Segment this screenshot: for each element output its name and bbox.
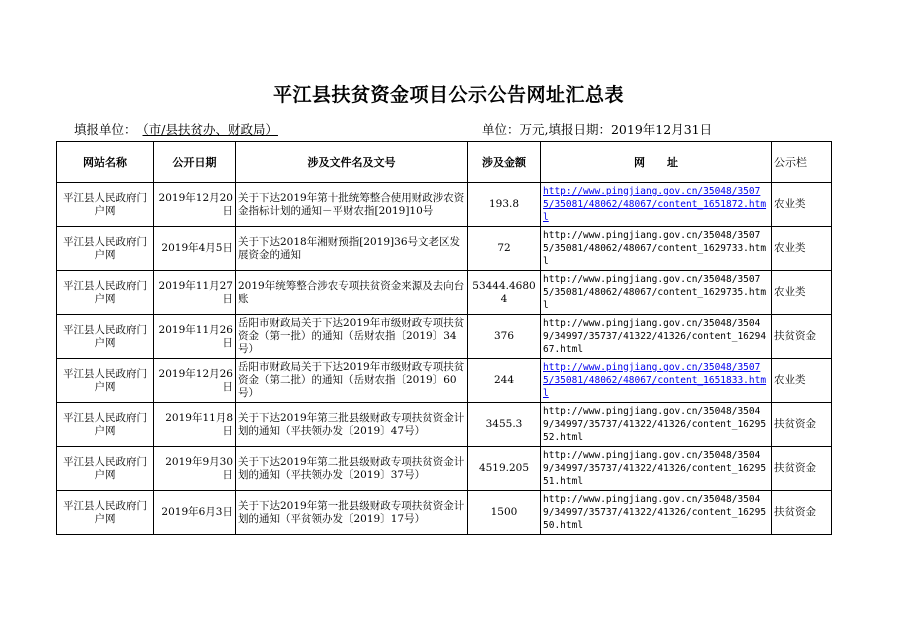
table-row	[57, 227, 832, 271]
cell-category: 农业类	[772, 183, 832, 227]
table-row	[57, 183, 832, 227]
cell-doc: 岳阳市财政局关于下达2019年市级财政专项扶贫资金（第二批）的通知（岳财农指〔2019〕60号）	[236, 359, 468, 403]
cell-category: 农业类	[772, 271, 832, 315]
cell-date: 2019年12月26日	[154, 359, 236, 403]
cell-date: 2019年12月20日	[154, 183, 236, 227]
cell-site: 平江县人民政府门户网	[57, 359, 154, 403]
cell-amount: 244	[468, 359, 541, 403]
cell-url: http://www.pingjiang.gov.cn/35048/35075/35081/48062/48067/content_1629735.html	[541, 271, 772, 315]
cell-date: 2019年4月5日	[154, 227, 236, 271]
cell-site: 平江县人民政府门户网	[57, 491, 154, 535]
cell-site: 平江县人民政府门户网	[57, 227, 154, 271]
header-amount: 涉及金额	[468, 142, 541, 183]
cell-category: 扶贫资金	[772, 315, 832, 359]
cell-category: 扶贫资金	[772, 403, 832, 447]
header-date: 公开日期	[154, 142, 236, 183]
cell-category: 农业类	[772, 227, 832, 271]
cell-category: 扶贫资金	[772, 447, 832, 491]
cell-doc: 关于下达2019年第三批县级财政专项扶贫资金计划的通知（平扶领办发〔2019〕47号）	[236, 403, 468, 447]
cell-date: 2019年11月8日	[154, 403, 236, 447]
cell-url: http://www.pingjiang.gov.cn/35048/35049/34997/35737/41322/41326/content_1629550.html	[541, 491, 772, 535]
cell-amount: 1500	[468, 491, 541, 535]
table-header-row	[57, 142, 832, 183]
cell-site: 平江县人民政府门户网	[57, 271, 154, 315]
cell-url-link[interactable]: http://www.pingjiang.gov.cn/35048/35075/35081/48062/48067/content_1651872.html	[541, 183, 772, 227]
header-url: 网 址	[541, 142, 772, 183]
cell-date: 2019年6月3日	[154, 491, 236, 535]
summary-table	[56, 141, 832, 535]
cell-date: 2019年9月30日	[154, 447, 236, 491]
cell-doc: 关于下达2019年第十批统筹整合使用财政涉农资金指标计划的通知－平财农指[2019]10号	[236, 183, 468, 227]
table-row	[57, 359, 832, 403]
cell-category: 扶贫资金	[772, 491, 832, 535]
cell-url: http://www.pingjiang.gov.cn/35048/35075/35081/48062/48067/content_1629733.html	[541, 227, 772, 271]
cell-date: 2019年11月26日	[154, 315, 236, 359]
cell-category: 农业类	[772, 359, 832, 403]
cell-doc: 关于下达2019年第二批县级财政专项扶贫资金计划的通知（平扶领办发〔2019〕37号）	[236, 447, 468, 491]
table-row	[57, 403, 832, 447]
header-category: 公示栏	[772, 142, 832, 183]
cell-amount: 3455.3	[468, 403, 541, 447]
cell-url: http://www.pingjiang.gov.cn/35048/35049/34997/35737/41322/41326/content_1629467.html	[541, 315, 772, 359]
table-row	[57, 271, 832, 315]
cell-amount: 193.8	[468, 183, 541, 227]
unit-and-date: 单位：万元,填报日期：2019年12月31日	[482, 122, 713, 137]
cell-date: 2019年11月27日	[154, 271, 236, 315]
cell-url: http://www.pingjiang.gov.cn/35048/35049/34997/35737/41322/41326/content_1629551.html	[541, 447, 772, 491]
header-site: 网站名称	[57, 142, 154, 183]
cell-site: 平江县人民政府门户网	[57, 315, 154, 359]
cell-site: 平江县人民政府门户网	[57, 403, 154, 447]
cell-amount: 376	[468, 315, 541, 359]
cell-doc: 岳阳市财政局关于下达2019年市级财政专项扶贫资金（第一批）的通知（岳财农指〔2019〕34号）	[236, 315, 468, 359]
reporter-info	[74, 120, 278, 138]
cell-doc: 2019年统筹整合涉农专项扶贫资金来源及去向台账	[236, 271, 468, 315]
reporter-label: 填报单位：	[74, 122, 137, 137]
header-doc: 涉及文件名及文号	[236, 142, 468, 183]
page-title: 平江县扶贫资金项目公示公告网址汇总表	[272, 84, 624, 106]
table-row	[57, 315, 832, 359]
cell-amount: 72	[468, 227, 541, 271]
cell-doc: 关于下达2019年第一批县级财政专项扶贫资金计划的通知（平贫领办发〔2019〕17号）	[236, 491, 468, 535]
cell-amount: 53444.46804	[468, 271, 541, 315]
table-row	[57, 491, 832, 535]
cell-site: 平江县人民政府门户网	[57, 183, 154, 227]
table-row	[57, 447, 832, 491]
reporter-value: （市/县扶贫办、财政局）	[142, 122, 278, 137]
cell-url-link[interactable]: http://www.pingjiang.gov.cn/35048/35075/35081/48062/48067/content_1651833.html	[541, 359, 772, 403]
cell-amount: 4519.205	[468, 447, 541, 491]
cell-doc: 关于下达2018年湘财预指[2019]36号文老区发展资金的通知	[236, 227, 468, 271]
cell-url: http://www.pingjiang.gov.cn/35048/35049/34997/35737/41322/41326/content_1629552.html	[541, 403, 772, 447]
cell-site: 平江县人民政府门户网	[57, 447, 154, 491]
